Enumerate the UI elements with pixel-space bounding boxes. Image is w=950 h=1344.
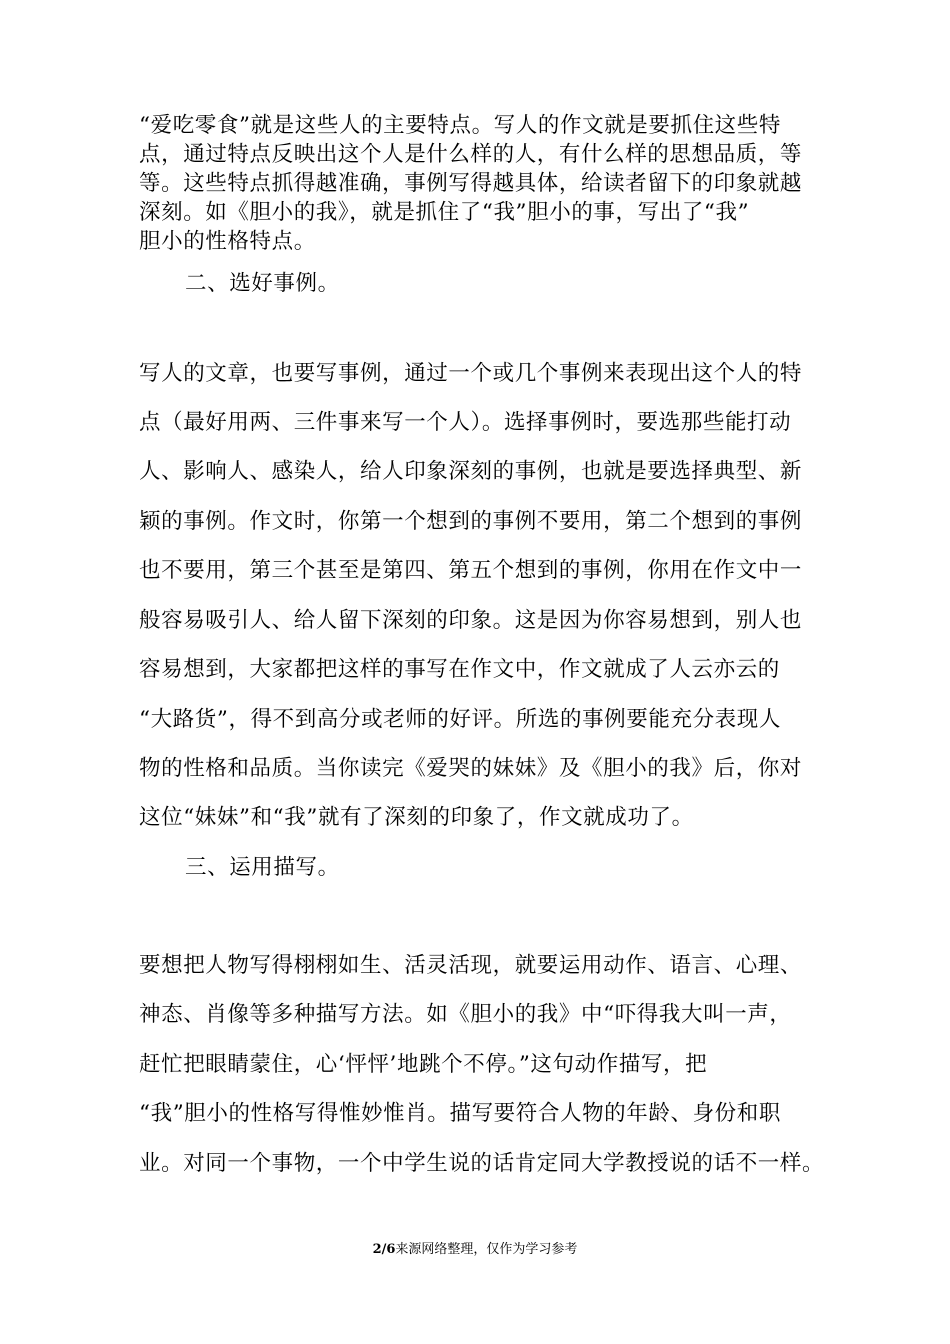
text-line: 业。对同一个事物，一个中学生说的话肯定同大学教授说的话不一样。 xyxy=(139,1151,825,1176)
text-line: 神态、肖像等多种描写方法。如《胆小的我》中“吓得我大叫一声， xyxy=(139,1002,792,1027)
text-line: 点（最好用两、三件事来写一个人）。选择事例时，要选那些能打动 xyxy=(139,410,792,435)
footer-note: 来源网络整理，仅作为学习参考 xyxy=(395,1242,578,1257)
section-heading-2: 二、选好事例。 xyxy=(185,271,340,296)
text-line: 深刻。如《胆小的我》，就是抓住了“我”胆小的事，写出了“我” xyxy=(139,200,750,225)
page-footer xyxy=(0,1238,950,1257)
text-line: “爱吃零食”就是这些人的主要特点。写人的作文就是要抓住这些特 xyxy=(139,113,781,138)
text-line: 要想把人物写得栩栩如生、活灵活现，就要运用动作、语言、心理、 xyxy=(139,953,803,978)
text-line: 等。这些特点抓得越准确，事例写得越具体，给读者留下的印象就越 xyxy=(139,171,803,196)
text-line: 也不要用，第三个甚至是第四、第五个想到的事例，你用在作文中一 xyxy=(139,558,803,583)
text-line: 般容易吸引人、给人留下深刻的印象。这是因为你容易想到，别人也 xyxy=(139,608,803,633)
text-line: 容易想到，大家都把这样的事写在作文中，作文就成了人云亦云的 xyxy=(139,657,780,682)
text-line: 胆小的性格特点。 xyxy=(139,229,316,254)
text-line: 这位“妹妹”和“我”就有了深刻的印象了，作文就成功了。 xyxy=(139,805,694,830)
text-line: “大路货”，得不到高分或老师的好评。所选的事例要能充分表现人 xyxy=(139,707,781,732)
text-line: 写人的文章，也要写事例，通过一个或几个事例来表现出这个人的特 xyxy=(139,361,803,386)
page-number: 2/6 xyxy=(372,1242,396,1257)
text-line: “我”胆小的性格写得惟妙惟肖。描写要符合人物的年龄、身份和职 xyxy=(139,1101,781,1126)
text-line: 点，通过特点反映出这个人是什么样的人，有什么样的思想品质，等 xyxy=(139,142,803,167)
text-line: 人、影响人、感染人，给人印象深刻的事例，也就是要选择典型、新 xyxy=(139,459,803,484)
text-line: 物的性格和品质。当你读完《爱哭的妹妹》及《胆小的我》后，你对 xyxy=(139,756,803,781)
text-line: 赶忙把眼睛蒙住，心‘怦怦’地跳个不停。”这句动作描写，把 xyxy=(139,1052,708,1077)
text-line: 颖的事例。作文时，你第一个想到的事例不要用，第二个想到的事例 xyxy=(139,509,803,534)
section-heading-3: 三、运用描写。 xyxy=(185,855,340,880)
